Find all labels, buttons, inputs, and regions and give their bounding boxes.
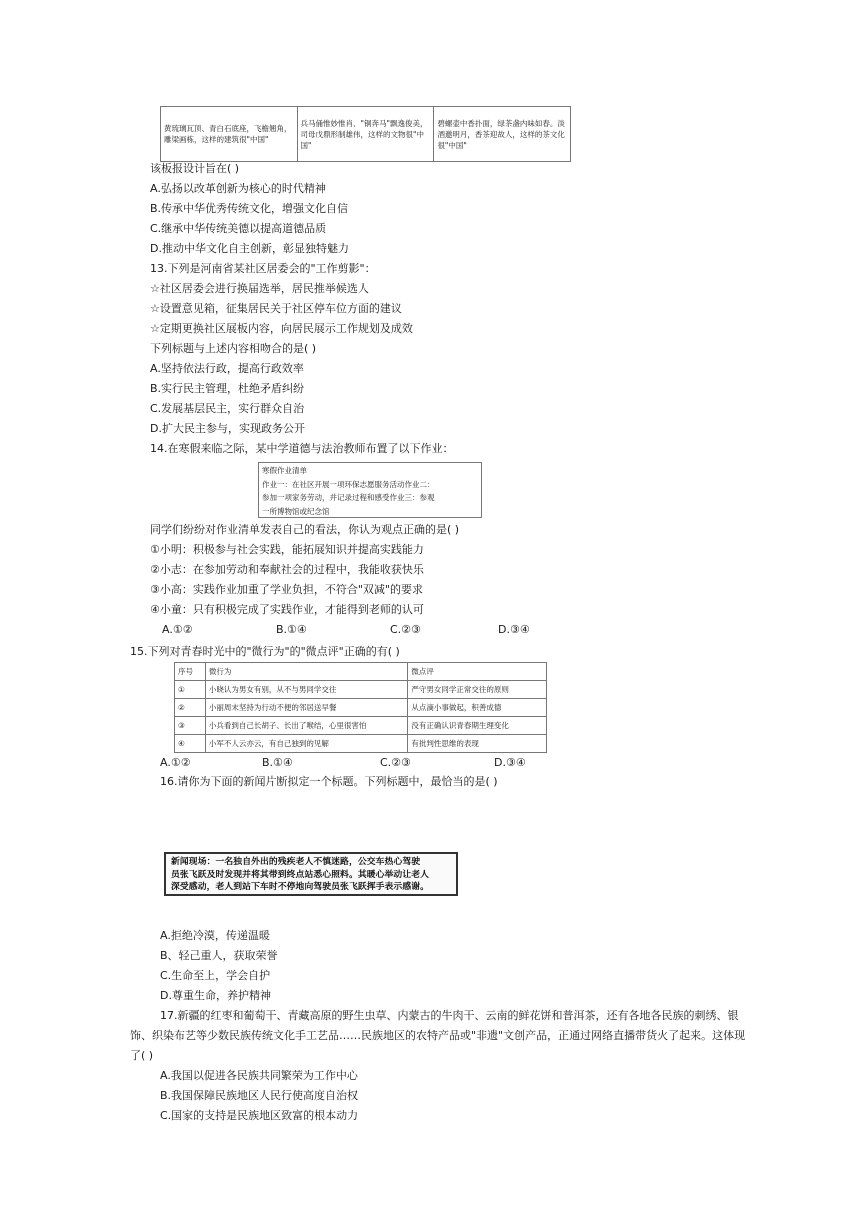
q15-stem: 15.下列对青春时光中的"微行为"的"微点评"正确的有( ) bbox=[130, 645, 400, 658]
table-header: 微行为 bbox=[205, 663, 408, 681]
q17-stem-line: 了( ) bbox=[130, 1049, 154, 1062]
table-cell: ③ bbox=[175, 717, 206, 735]
table-header: 序号 bbox=[175, 663, 206, 681]
homework-list-box bbox=[258, 462, 482, 518]
q13-option-d: D.扩大民主参与，实现政务公开 bbox=[150, 422, 305, 435]
table-cell: 碧螺壶中香扑面，绿茶盏内味如春。淡酒邀明月，香茶迎故人，这样的茶文化很"中国" bbox=[434, 107, 571, 162]
q17-option-b: B.我国保障民族地区人民行使高度自治权 bbox=[160, 1089, 359, 1102]
q17-option-c: C.国家的支持是民族地区致富的根本动力 bbox=[160, 1109, 359, 1122]
homework-box-line: 作业一：在社区开展一项环保志愿服务活动作业二： bbox=[262, 479, 435, 489]
news-line bbox=[171, 856, 451, 869]
q14-option-d: D.③④ bbox=[498, 623, 530, 636]
news-label: 新闻现场： bbox=[171, 857, 216, 867]
news-line: 员张飞跃及时发现并将其带到终点站悉心照料。其暖心举动让老人 bbox=[171, 869, 430, 880]
q12-option-c: C.继承中华传统美德以提高道德品质 bbox=[150, 222, 327, 235]
q15-option-c: C.②③ bbox=[380, 756, 411, 769]
table-cell: ④ bbox=[175, 735, 206, 753]
q13-option-b: B.实行民主管理，杜绝矛盾纠纷 bbox=[150, 382, 305, 395]
q14-statement: ②小志：在参加劳动和奉献社会的过程中，我能收获快乐 bbox=[150, 563, 424, 576]
q17-stem-line: 饰、织染布艺等少数民族传统文化手工艺品……民族地区的农特产品或"非遗"文创产品，正通过网络直播带货火了起来。这体现 bbox=[130, 1029, 746, 1042]
q13-option-c: C.发展基层民主，实行群众自治 bbox=[150, 402, 305, 415]
micro-behavior-table bbox=[174, 662, 547, 753]
board-content-table bbox=[160, 106, 571, 162]
q16-stem: 16.请你为下面的新闻片断拟定一个标题。下列标题中，最恰当的是( ) bbox=[160, 775, 498, 788]
q12-option-b: B.传承中华优秀传统文化，增强文化自信 bbox=[150, 202, 349, 215]
q13-question: 下列标题与上述内容相吻合的是( ) bbox=[150, 342, 317, 355]
table-row bbox=[175, 681, 547, 699]
table-cell: 兵马俑惟妙惟肖、"铜奔马"飘逸俊美，司母戊鼎形制雄伟，这样的文物很"中国" bbox=[297, 107, 434, 162]
q14-option-b: B.①④ bbox=[276, 623, 307, 636]
table-cell: 小晓认为男女有别，从不与男同学交往 bbox=[205, 681, 408, 699]
q12-option-a: A.弘扬以改革创新为核心的时代精神 bbox=[150, 182, 326, 195]
table-cell: 从点滴小事做起，积善成德 bbox=[408, 699, 547, 717]
q17-option-a: A.我国以促进各民族共同繁荣为工作中心 bbox=[160, 1069, 358, 1082]
table-row bbox=[175, 699, 547, 717]
q16-option-d: D.尊重生命，养护精神 bbox=[160, 989, 271, 1002]
table-cell: 小丽周末坚持为行动不便的邻居送早餐 bbox=[205, 699, 408, 717]
q16-option-a: A.拒绝冷漠，传递温暖 bbox=[160, 929, 270, 942]
q14-statement: ③小高：实践作业加重了学业负担，不符合"双减"的要求 bbox=[150, 583, 423, 596]
news-clipping-image bbox=[164, 852, 458, 896]
q13-item: ☆定期更换社区展板内容，向居民展示工作规划及成效 bbox=[150, 322, 413, 335]
table-cell: 黄琉璃瓦顶、青白石底座，飞檐翘角，雕梁画栋，这样的建筑很"中国" bbox=[161, 107, 298, 162]
table-cell: ② bbox=[175, 699, 206, 717]
q15-option-a: A.①② bbox=[160, 756, 191, 769]
table-cell: 小军不人云亦云，有自己独到的见解 bbox=[205, 735, 408, 753]
table-cell: ① bbox=[175, 681, 206, 699]
news-line: 深受感动，老人到站下车时不停地向驾驶员张飞跃挥手表示感谢。 bbox=[171, 882, 430, 892]
q13-item: ☆设置意见箱，征集居民关于社区停车位方面的建议 bbox=[150, 302, 402, 315]
table-cell: 没有正确认识青春期生理变化 bbox=[408, 717, 547, 735]
table-row bbox=[175, 717, 547, 735]
q16-option-b: B、轻己重人，获取荣誉 bbox=[160, 949, 278, 962]
q15-option-b: B.①④ bbox=[262, 756, 293, 769]
q12-option-d: D.推动中华文化自主创新，彰显独特魅力 bbox=[150, 242, 349, 255]
homework-box-title: 寒假作业清单 bbox=[262, 466, 307, 475]
table-row bbox=[175, 735, 547, 753]
q16-option-c: C.生命至上，学会自护 bbox=[160, 969, 271, 982]
table-header-row bbox=[175, 663, 547, 681]
table-header: 微点评 bbox=[408, 663, 547, 681]
q13-option-a: A.坚持依法行政，提高行政效率 bbox=[150, 362, 304, 375]
q17-stem-line: 17.新疆的红枣和葡萄干、青藏高原的野生虫草、内蒙古的牛肉干、云南的鲜花饼和普洱茶，还有各地各民族的刺绣、银 bbox=[160, 1009, 739, 1022]
table-cell: 严守男女同学正常交往的原则 bbox=[408, 681, 547, 699]
q14-option-a: A.①② bbox=[162, 623, 193, 636]
table-cell: 有批判性思维的表现 bbox=[408, 735, 547, 753]
q13-stem: 13.下列是河南省某社区居委会的"工作剪影"： bbox=[150, 262, 376, 275]
homework-box-line: 参加一项家务劳动，并记录过程和感受作业三：参观 bbox=[262, 493, 435, 502]
news-text: 一名独自外出的残疾老人不慎迷路，公交车热心驾驶 bbox=[215, 857, 421, 867]
homework-box-line: 一所博物馆或纪念馆 bbox=[262, 506, 330, 516]
q14-stem: 14.在寒假来临之际，某中学道德与法治教师布置了以下作业： bbox=[150, 442, 454, 455]
q13-item: ☆社区居委会进行换届选举，居民推举候选人 bbox=[150, 282, 369, 295]
q14-statement: ④小童：只有积极完成了实践作业，才能得到老师的认可 bbox=[150, 603, 424, 616]
q12-stem: 该板报设计旨在( ) bbox=[150, 162, 240, 175]
q14-option-c: C.②③ bbox=[390, 623, 421, 636]
q14-statement: ①小明：积极参与社会实践，能拓展知识并提高实践能力 bbox=[150, 543, 424, 556]
q14-question: 同学们纷纷对作业清单发表自己的看法，你认为观点正确的是( ) bbox=[150, 523, 460, 536]
table-row bbox=[161, 107, 571, 162]
table-cell: 小兵看到自己长胡子、长出了喉结，心里很害怕 bbox=[205, 717, 408, 735]
q15-option-d: D.③④ bbox=[494, 756, 526, 769]
